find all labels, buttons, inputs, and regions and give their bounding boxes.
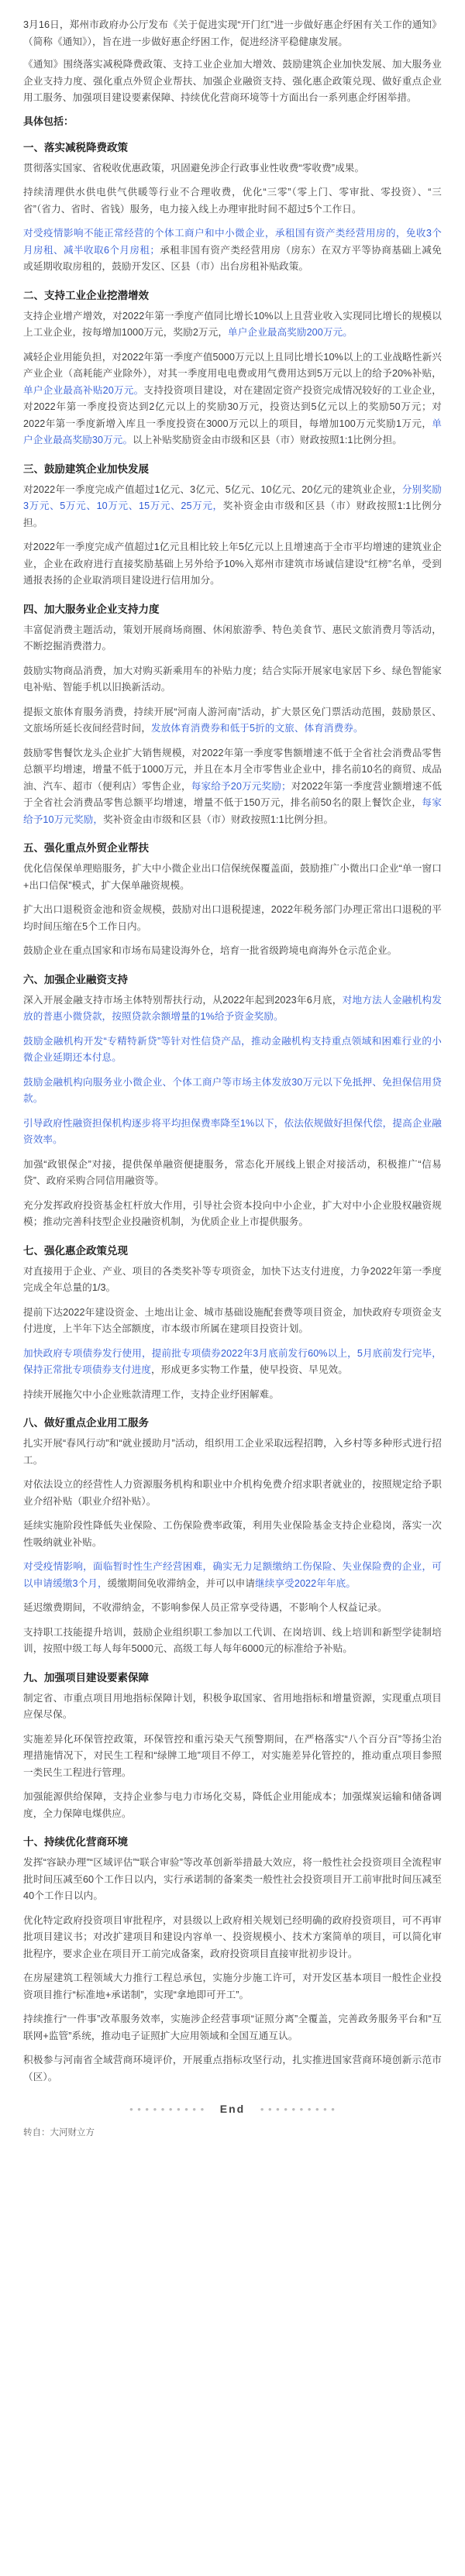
body-text: 发挥“容缺办理”“区域评估”“联合审验”等改革创新举措最大效应，将一般性社会投资项目全流程审批时间压减至60个工作日以内，实行承诺制的备案类一般性社会投资项目开工前审批时间压减至40个工作日以内。 [23, 1857, 442, 1901]
body-text: 对2022年一季度完成产值超过1亿元、3亿元、5亿元、10亿元、20亿元的建筑业企业， [23, 483, 402, 495]
section-paragraph [23, 2011, 442, 2045]
section-paragraph [23, 349, 442, 449]
body-text: 奖补资金由市级和区县（市）财政按照1:1比例分担。 [23, 500, 442, 528]
highlighted-text: 分别奖励3万元、5万元、10万元、15万元、25万元， [23, 483, 442, 511]
body-text: 以上补贴奖励资金由市级和区县（市）财政按照1:1比例分担。 [133, 435, 403, 445]
article-section [23, 1242, 442, 1404]
section-paragraph [23, 1855, 442, 1905]
body-text: 提振文旅体育服务消费，持续开展“河南人游河南”活动，扩大景区免门票活动范围，鼓励景区、文旅场所延长夜间经营时间， [23, 706, 442, 734]
section-paragraph [23, 1559, 442, 1592]
section-paragraph [23, 160, 442, 177]
body-text: 扩大出口退税资金池和资金规模，鼓励对出口退税提速，2022年税务部门办理正常出口退税的平均时间压缩在5个工作日内。 [23, 904, 442, 932]
body-text: 优化特定政府投资项目审批程序，对县级以上政府相关规划已经明确的政府投资项目，可不再审批项目建议书；对改扩建项目和建设内容单一、投资规模小、技术方案简单的项目，可以简化审批程序，要求企业在项目开工前完成备案，政府投资项目直接审批初步设计。 [23, 1914, 442, 1959]
body-text: 奖补资金由市级和区县（市）财政按照1:1比例分担。 [103, 813, 334, 825]
section-paragraph [23, 1157, 442, 1190]
highlighted-text: 继续享受2022年年底。 [255, 1577, 356, 1589]
body-text: 支持职工技能提升培训，鼓励企业组织职工参加以工代训、在岗培训、线上培训和新型学徒制培训，按照中级工每人每年5000元、高级工每人每年6000元的标准给予补贴。 [23, 1626, 442, 1654]
section-paragraph [23, 184, 442, 218]
body-text: 承租非国有资产类经营用房（房东）在双方平等协商基础上减免或延期收取房租的，鼓励开发区、区县（市）出台房租补贴政策。 [23, 244, 442, 272]
body-text: 鼓励企业在重点国家和市场布局建设海外仓，培育一批省级跨境电商海外仓示范企业。 [23, 945, 398, 956]
section-title: 九、加强项目建设要素保障 [23, 1671, 149, 1684]
body-text: 加强“政银保企”对接，提供保单融资便捷服务，常态化开展线上银企对接活动，积极推广“信易贷”、政府采购合同信用融资等。 [23, 1158, 442, 1186]
section-paragraph [23, 308, 442, 342]
section-title: 四、加大服务业企业支持力度 [23, 603, 160, 615]
highlighted-text: 鼓励金融机构开发“专精特新贷”等针对性信贷产品，推动金融机构支持重点领域和困难行业的小微企业延期还本付息。 [23, 1035, 442, 1063]
highlighted-text: 鼓励金融机构向服务业小微企业、个体工商户等市场主体发放30万元以下免抵押、免担保信用贷款。 [23, 1076, 442, 1104]
end-divider [23, 2103, 442, 2115]
intro-paragraph: 《通知》围绕落实减税降费政策、支持工业企业加大增效、鼓励建筑企业加快发展、加大服务业企业支持力度、强化重点外贸企业帮扶、加强企业融资支持、强化惠企政策兑现、做好重点企业用工服务、加强项目建设要素保障、持续优化营商环境等十方面出台一系列惠企纾困举措。 [23, 59, 442, 103]
highlighted-text: 发放体育消费券和低于5折的文旅、体育消费券。 [151, 723, 363, 734]
body-text: 延续实施阶段性降低失业保险、工伤保险费率政策，利用失业保险基金支持企业稳岗，落实一次性吸纳就业补贴。 [23, 1520, 442, 1548]
body-text: 缓缴期间免收滞纳金，并可以申请 [107, 1577, 256, 1589]
section-paragraph [23, 1436, 442, 1469]
end-label: End [219, 2103, 246, 2115]
section-title: 五、强化重点外贸企业帮扶 [23, 842, 149, 854]
highlighted-text: 单户企业最高补贴20万元。 [23, 384, 144, 396]
section-paragraph [23, 1789, 442, 1822]
body-text: 减轻企业用能负担，对2022年第一季度产值5000万元以上且同比增长10%以上的工业战略性新兴产业企业（高耗能产业除外），对其一季度用电电费或用气费用达到5万元以上的给予20%补贴， [23, 351, 442, 379]
article-sections [23, 139, 442, 2086]
body-text: 深入开展金融支持市场主体特别帮扶行动，从2022年起到2023年6月底， [23, 994, 343, 1006]
body-text: ，形成更多实物工作量，使早投资、早见效。 [151, 1364, 348, 1375]
section-paragraph [23, 2052, 442, 2086]
section-paragraph [23, 1033, 442, 1067]
article-section [23, 1833, 442, 2086]
highlighted-text: 对地方法人金融机构发放的普惠小微贷款，按照贷款余额增量的1%给予资金奖励。 [23, 994, 443, 1022]
body-text: 丰富促消费主题活动，策划开展商场商圈、休闲旅游季、特色美食节、惠民文旅消费月等活动，不断挖掘消费潜力。 [23, 624, 442, 652]
section-paragraph [23, 1600, 442, 1617]
body-text: 鼓励实物商品消费，加大对购买新乘用车的补贴力度；结合实际开展家电家居下乡、绿色智能家电补贴、智能手机以旧换新活动。 [23, 665, 442, 693]
body-text: 鼓励零售餐饮龙头企业扩大销售规模，对2022年第一季度零售额增速不低于全省社会消费品零售总额平均增速，增量不低于1000万元，并且在本月全市零售业企业中，排名前10名的商贸、成品油、汽车、超市（便利店）零售企业， [23, 747, 442, 792]
highlighted-text: 对受疫情影响，面临暂时性生产经营困难，确实无力足额缴纳工伤保险、失业保险费的企业，可以申请缓缴3个月， [23, 1561, 442, 1589]
article-section [23, 287, 442, 449]
right-dots: • • • • • • • • • • [260, 2103, 336, 2115]
highlighted-text: 引导政府性融资担保机构逐步将平均担保费率降至1%以下，依法依规做好担保代偿，提高企业融资效率。 [23, 1117, 442, 1145]
body-text: 对2022年第一季度营业额增速不低于全省社会消费品零售总额平均增速，增量不低于150万元，排名前50名的限上餐饮企业， [23, 780, 443, 808]
body-text: 在房屋建筑工程领域大力推行工程总承包，实施分步施工许可，对开发区基本项目一般性企业投资项目推行“标准地+承诺制”，实现“拿地即可开工”。 [23, 1972, 442, 2000]
body-text: 对依法设立的经营性人力资源服务机构和职业中介机构免费介绍求职者就业的，按照规定给予职业介绍补贴（职业介绍补贴）。 [23, 1479, 442, 1507]
section-paragraph [23, 1116, 442, 1149]
section-paragraph [23, 1970, 442, 2003]
section-paragraph [23, 482, 442, 532]
section-paragraph [23, 1690, 442, 1724]
body-text: 积极参与河南省全域营商环境评价，开展重点指标攻坚行动，扎实推进国家营商环境创新示范市（区）。 [23, 2055, 442, 2082]
section-paragraph [23, 1075, 442, 1108]
section-paragraph [23, 225, 442, 276]
highlighted-text: 每家给予10万元奖励， [23, 797, 442, 825]
article-section [23, 460, 442, 590]
section-paragraph [23, 1198, 442, 1231]
article-section [23, 1414, 442, 1658]
section-title: 八、做好重点企业用工服务 [23, 1417, 149, 1429]
body-text: 延迟缴费期间，不收滞纳金，不影响参保人员正常享受待遇，不影响个人权益记录。 [23, 1602, 388, 1613]
section-paragraph [23, 663, 442, 696]
section-paragraph [23, 539, 442, 590]
article-section [23, 971, 442, 1231]
section-paragraph [23, 1732, 442, 1782]
highlighted-text: 加快政府专项债券发行使用，提前批专项债券2022年3月底前发行60%以上，5月底前发行完毕，保持正常批专项债券支付进度 [23, 1347, 442, 1375]
section-title: 十、持续优化营商环境 [23, 1836, 128, 1848]
section-title: 六、加强企业融资支持 [23, 973, 128, 985]
specifics-heading: 具体包括： [23, 115, 74, 127]
section-title: 一、落实减税降费政策 [23, 141, 128, 153]
section-paragraph [23, 992, 442, 1026]
section-paragraph [23, 1625, 442, 1658]
left-dots: • • • • • • • • • • [129, 2103, 205, 2115]
body-text: 提前下达2022年建设资金、土地出让金、城市基础设施配套费等项目资金，加快政府专项资金支付进度，上半年下达全部额度，市本级市所属在建项目投资计划。 [23, 1306, 442, 1334]
highlighted-text: 单户企业最高奖励200万元。 [228, 327, 353, 338]
body-text: 对直接用于企业、产业、项目的各类奖补等专项资金，加快下达支付进度，力争2022年第一季度完成全年总量的1/3。 [23, 1265, 442, 1293]
body-text: 对2022年一季度完成产值超过1亿元且相比较上年5亿元以上且增速高于全市平均增速的建筑业企业，企业在政府进行直接奖励基础上另外给予10%入郑州市建筑市场诚信建设“红榜”名单，受到通报表扬的企业取消项目建设进行信用加分。 [23, 542, 442, 586]
article-section [23, 139, 442, 276]
section-paragraph [23, 1518, 442, 1551]
section-paragraph [23, 1477, 442, 1510]
section-paragraph [23, 1913, 442, 1963]
section-paragraph [23, 943, 442, 960]
body-text: 持续清理供水供电供气供暖等行业不合理收费，优化“三零”（零上门、零审批、零投资）、“三省”（省力、省时、省钱）服务，电力接入线上办理审批时间不超过5个工作日。 [23, 187, 442, 215]
source-credit: 转自：大河财立方 [23, 2128, 95, 2137]
section-paragraph [23, 1387, 442, 1404]
section-title: 二、支持工业企业挖潜增效 [23, 289, 149, 301]
article-section [23, 839, 442, 960]
section-title: 三、鼓励建筑企业加快发展 [23, 463, 149, 475]
body-text: 扎实开展“春风行动”和“就业援助月”活动，组织用工企业采取远程招聘，入乡村等多种形式进行招工。 [23, 1438, 442, 1466]
body-text: 加强能源供给保障，支持企业参与电力市场化交易，降低企业用能成本；加强煤炭运输和储备调度，全力保障电煤供应。 [23, 1791, 442, 1819]
section-paragraph [23, 622, 442, 655]
section-paragraph [23, 745, 442, 829]
body-text: 制定省、市重点项目用地指标保障计划，积极争取国家、省用地指标和增量资源，实现重点项目应保尽保。 [23, 1692, 442, 1720]
body-text: 持续开展拖欠中小企业账款清理工作，支持企业纾困解难。 [23, 1388, 280, 1400]
body-text: 优化信保保单理赔服务，扩大中小微企业出口信保统保覆盖面，鼓励推广小微出口企业“单一窗口+出口信保”模式，扩大保单融资规模。 [23, 863, 442, 891]
section-paragraph [23, 861, 442, 894]
article-section [23, 600, 442, 829]
intro-paragraph: 3月16日，郑州市政府办公厅发布《关于促进实现“开门红”进一步做好惠企纾困有关工作的通知》（简称《通知》），旨在进一步做好惠企纾困工作，促进经济平稳健康发展。 [23, 19, 442, 47]
body-text: 持续推行“一件事”改革服务效率，实施涉企经营事项“证照分离”全覆盖，完善政务服务平台和“互联网+监管”系统，推动电子证照扩大应用领域和全国互通互认。 [23, 2014, 442, 2041]
body-text: 充分发挥政府投资基金杠杆放大作用，引导社会资本投向中小企业，扩大对中小企业股权融资规模；推动完善科技型企业投融资机制，为优质企业上市提供服务。 [23, 1199, 442, 1227]
section-paragraph [23, 1264, 442, 1297]
body-text: 支持投资项目建设，对在建固定资产投资完成情况较好的工业企业，对2022年第一季度投资达到2亿元以上的奖励30万元，投资达到5亿元以上的奖励50万元；对2022年第一季度新增入库且一季度投资在3000万元以上的项目，每增加100万元奖励1万元， [23, 384, 442, 429]
highlighted-text: 单户企业最高奖励30万元。 [23, 418, 442, 445]
body-text: 实施差异化环保管控政策，环保管控和重污染天气预警期间，在严格落实“八个百分百”等扬尘治理措施情况下，对民生工程和“绿牌工地”项目不停工，对实施差异化管控的，推动重点项目参照一类民生工程进行管理。 [23, 1733, 442, 1778]
body-text: 贯彻落实国家、省税收优惠政策，巩固避免涉企行政事业性收费“零收费”成果。 [23, 162, 365, 174]
article-section [23, 1669, 442, 1823]
section-paragraph [23, 902, 442, 935]
highlighted-text: 每家给予20万元奖励； [191, 780, 291, 792]
section-paragraph [23, 1305, 442, 1338]
highlighted-text: 对受疫情影响不能正常经营的个体工商户和中小微企业，承租国有资产类经营用房的，免收3个月房租、减半收取6个月房租； [23, 228, 442, 256]
section-paragraph [23, 704, 442, 738]
section-paragraph [23, 1346, 442, 1379]
body-text: 支持企业增产增效，对2022年第一季度产值同比增长10%以上且营业收入实现同比增长的规模以上工业企业，按每增加1000万元，奖励2万元， [23, 310, 442, 338]
article-intro [23, 17, 442, 107]
section-title: 七、强化惠企政策兑现 [23, 1244, 128, 1257]
